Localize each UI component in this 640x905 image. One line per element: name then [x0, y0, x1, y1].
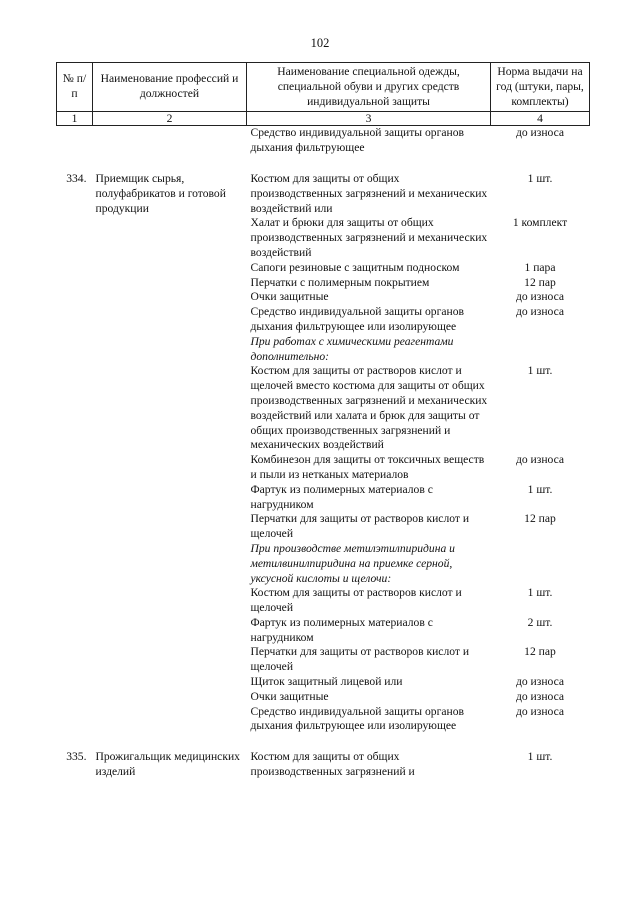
table-row — [57, 750, 590, 780]
table-row — [57, 126, 590, 156]
colnum-3: 3 — [247, 112, 491, 126]
table-row — [57, 690, 590, 705]
section-note: При производстве метилэтилпиридина и метилвинилпиридина на приемке серной, уксусной кислоты и щелочи: — [250, 541, 455, 585]
table-row — [57, 512, 590, 542]
row-item: Средство индивидуальной защиты органов дыхания фильтрующее — [250, 126, 464, 155]
row-qty: до износа — [515, 290, 565, 304]
table-row — [57, 172, 590, 216]
row-profession: Прожигальщик медицинских изделий — [95, 750, 240, 779]
row-item: Комбинезон для защиты от токсичных веществ и пыли из нетканых материалов — [250, 453, 485, 481]
row-item: Щиток защитный лицевой или — [250, 675, 403, 689]
header-item: Наименование специальной одежды, специальной обуви и других средств индивидуальной защиты — [247, 63, 491, 112]
table-row — [57, 453, 590, 483]
row-qty: 12 пар — [524, 275, 556, 289]
row-qty: 1 шт. — [527, 482, 553, 496]
row-qty: 1 шт. — [527, 364, 553, 378]
row-qty: 1 шт. — [527, 171, 553, 185]
row-item: Сапоги резиновые с защитным подноском — [250, 260, 460, 274]
row-qty: до износа — [515, 126, 565, 140]
header-norm: Норма выдачи на год (штуки, пары, комплекты) — [491, 63, 590, 112]
row-item: Средство индивидуальной защиты органов дыхания фильтрующее или изолирующее — [250, 305, 464, 333]
row-qty — [491, 542, 590, 586]
row-qty — [491, 335, 590, 365]
row-qty: 12 пар — [524, 645, 556, 659]
row-qty: до износа — [515, 704, 565, 718]
row-item: Костюм для защиты от общих производственных загрязнений и — [250, 750, 415, 779]
header-num: № п/п — [57, 63, 93, 112]
row-item: Фартук из полимерных материалов с нагрудником — [250, 482, 433, 511]
table-row — [57, 675, 590, 690]
row-item: Очки защитные — [250, 290, 329, 304]
row-item: Фартук из полимерных материалов с нагрудником — [250, 615, 433, 644]
table-row — [57, 586, 590, 616]
colnum-2: 2 — [93, 112, 247, 126]
row-qty: 1 шт. — [527, 586, 553, 600]
table-row — [57, 305, 590, 335]
section-note: При работах с химическими реагентами дополнительно: — [250, 334, 454, 363]
header-row — [57, 63, 590, 112]
row-profession — [93, 126, 247, 156]
row-qty: 2 шт. — [527, 615, 553, 629]
row-qty: 1 комплект — [512, 216, 568, 230]
header-profession: Наименование профессий и должностей — [93, 63, 247, 112]
row-qty: 12 пар — [524, 512, 556, 526]
norms-table — [56, 62, 590, 780]
row-qty: до износа — [515, 453, 565, 467]
table-row — [57, 335, 590, 365]
table-row — [57, 216, 590, 260]
row-item: Перчатки для защиты от растворов кислот и щелочей — [250, 512, 470, 541]
table-row — [57, 616, 590, 646]
table-row — [57, 276, 590, 291]
table-row — [57, 364, 590, 453]
row-number — [57, 126, 93, 156]
table-row — [57, 645, 590, 675]
colnum-1: 1 — [57, 112, 93, 126]
row-item: Халат и брюки для защиты от общих производственных загрязнений и механических воздействий — [250, 216, 488, 259]
column-number-row — [57, 112, 590, 126]
table-row — [57, 261, 590, 276]
row-item: Костюм для защиты от общих производственных загрязнений и механических воздействий или — [250, 171, 488, 215]
page-number: 102 — [310, 36, 330, 50]
row-qty: до износа — [515, 689, 565, 703]
row-item: Перчатки для защиты от растворов кислот и щелочей — [250, 645, 470, 674]
row-number: 334. — [66, 171, 87, 185]
colnum-4: 4 — [491, 112, 590, 126]
row-profession: Приемщик сырья, полуфабрикатов и готовой продукции — [95, 171, 226, 215]
row-item: Костюм для защиты от растворов кислот и щелочей вместо костюма для защиты от общих производственных загрязнений и механических воздействий или халата и брюк для защиты от общих производственных загрязнений и механических воздействий — [250, 364, 488, 452]
row-item: Костюм для защиты от растворов кислот и щелочей — [250, 586, 462, 615]
table-row — [57, 705, 590, 735]
row-item: Перчатки с полимерным покрытием — [250, 275, 430, 289]
row-qty: 1 шт. — [527, 750, 553, 764]
table-row — [57, 483, 590, 513]
table-row — [57, 542, 590, 586]
row-qty: 1 пара — [524, 260, 556, 274]
row-item: Очки защитные — [250, 689, 329, 703]
row-qty: до износа — [515, 675, 565, 689]
row-qty: до износа — [515, 305, 565, 319]
row-item: Средство индивидуальной защиты органов дыхания фильтрующее или изолирующее — [250, 704, 464, 733]
table-row — [57, 290, 590, 305]
row-number: 335. — [66, 750, 87, 764]
